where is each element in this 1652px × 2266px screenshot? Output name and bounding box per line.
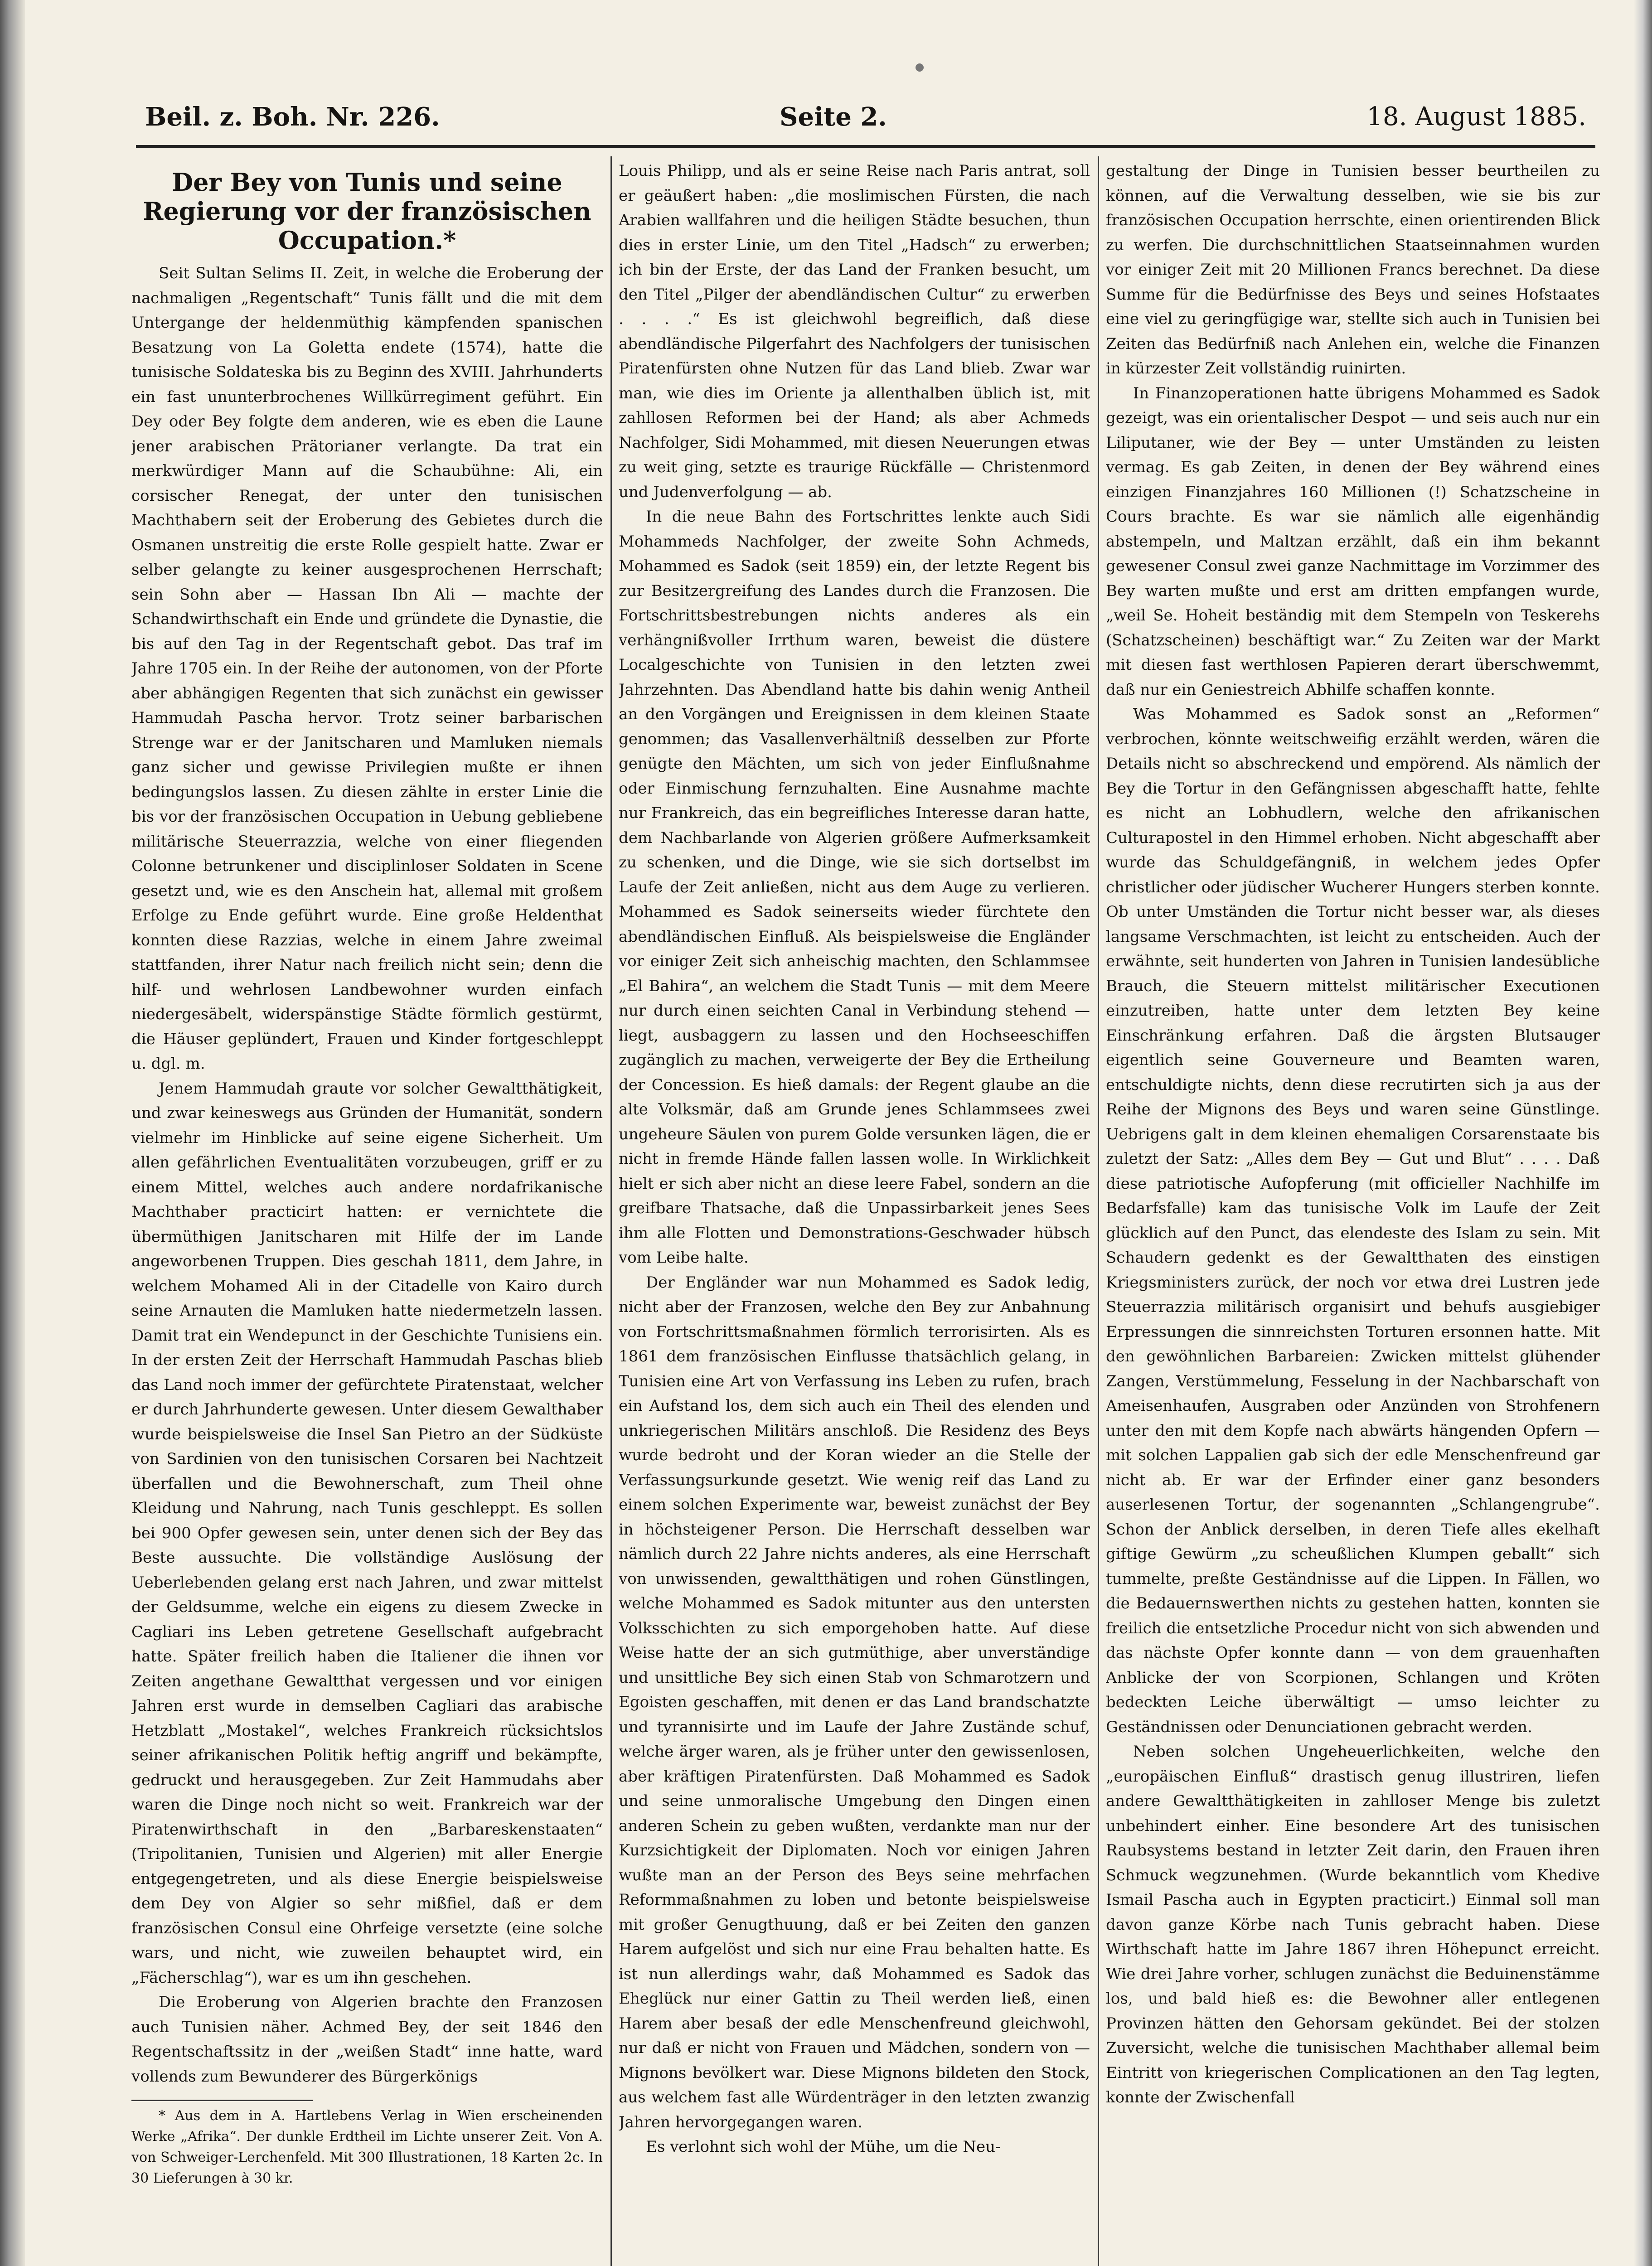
paragraph: Seit Sultan Selims II. Zeit, in welche die Eroberung der nachmaligen „Regentschaft“ Tunis fällt und die mit dem Untergange der heldenmüthig kämpfenden spanischen Besatzung von La Goletta endete (1574), hatte die tunisische Soldateska bis zu Beginn des XVIII. Jahrhunderts ein fast ununterbrochenes Willkürregiment geführt. Ein Dey oder Bey folgte dem anderen, wie es eben die Laune jener arabischen Prätorianer verlangte. Da trat ein merkwürdiger Mann auf die Schaubühne: Ali, ein corsischer Renegat, der unter den tunisischen Machthabern seit der Eroberung des Gebietes durch die Osmanen unstreitig die erste Rolle gespielt hatte. Zwar er selber gelangte zu keiner ausgesprochenen Herrschaft; sein Sohn aber — Hassan Ibn Ali — machte der Schandwirthschaft ein Ende und gründete die Dynastie, die bis auf den Tag in der Regentschaft gebot. Das traf im Jahre 1705 ein. In der Reihe der autonomen, von der Pforte aber abhängigen Regenten that sich zunächst ein gewisser Hammudah Pascha hervor. Trotz seiner barbarischen Strenge war er der Janitscharen und Mamluken niemals ganz sicher und gewisse Privilegien mußte er ihnen bedingungslos lassen. Zu diesen zählte in erster Linie die bis vor der französischen Occupation in Uebung gebliebene militärische Steuerrazzia, welche von einer fliegenden Colonne betrunkener und disciplinloser Soldaten in Scene gesetzt und, wie es den Anschein hat, allemal mit großem Erfolge zu Ende geführt wurde. Eine große Heldenthat konnten diese Razzias, welche in einem Jahre zweimal stattfanden, ihrer Natur nach freilich nicht sein; denn die hilf- und wehrlosen Landbewohner wurden einfach niedergesäbelt, widerspänstige Städte förmlich gestürmt, die Häuser geplündert, Frauen und Kinder fortgeschleppt u. dgl. m. xyxy=(131,264,603,1073)
header-page-number: Seite 2. xyxy=(780,102,887,132)
column-1 xyxy=(131,159,603,2266)
scan-edge-left xyxy=(0,0,25,2266)
paragraph: gestaltung der Dinge in Tunisien besser beurtheilen zu können, auf die Verwaltung desselben, wie sie bis zur französischen Occupation herrschte, einen orientirenden Blick zu werfen. Die durchschnittlichen Staatseinnahmen wurden vor einiger Zeit mit 20 Millionen Francs berechnet. Da diese Summe für die Bedürfnisse des Beys und seines Hofstaates eine viel zu geringfügige war, stellte sich auch in Tunisien bei Zeiten das Bedürfniß nach Anlehen ein, welche die Finanzen in kürzester Zeit vollständig ruinirten. xyxy=(1106,162,1600,378)
paragraph: Jenem Hammudah graute vor solcher Gewaltthätigkeit, und zwar keineswegs aus Gründen der Humanität, sondern vielmehr im Hinblicke auf seine eigene Sicherheit. Um allen gefährlichen Eventualitäten vorzubeugen, griff er zu einem Mittel, welches auch andere nordafrikanische Machthaber practicirt hatten: er vernichtete die übermüthigen Janitscharen mit Hilfe der im Lande angeworbenen Truppen. Dies geschah 1811, dem Jahre, in welchem Mohamed Ali in der Citadelle von Kairo durch seine Arnauten die Mamluken hatte niedermetzeln lassen. Damit trat ein Wendepunct in der Geschichte Tunisiens ein. In der ersten Zeit der Herrschaft Hammudah Paschas blieb das Land noch immer der gefürchtete Piratenstaat, welcher er durch Jahrhunderte gewesen. Unter diesem Gewalthaber wurde beispielsweise die Insel San Pietro an der Südküste von Sardinien von den tunisischen Corsaren bei Nachtzeit überfallen und die Bewohnerschaft, zum Theil ohne Kleidung und Nahrung, nach Tunis geschleppt. Es sollen bei 900 Opfer gewesen sein, unter denen sich der Bey das Beste aussuchte. Die vollständige Auslösung der Ueberlebenden gelang erst nach Jahren, und zwar mittelst der Geldsumme, welche ein eigens zu diesem Zwecke in Cagliari ins Leben getretene Gesellschaft aufgebracht hatte. Später freilich haben die Italiener die ihnen vor Zeiten angethane Gewaltthat vergessen und vor einigen Jahren erst wurde in demselben Cagliari das arabische Hetzblatt „Mostakel“, welches Frankreich rücksichtslos seiner afrikanischen Politik heftig angriff und bekämpfte, gedruckt und herausgegeben. Zur Zeit Hammudahs aber waren die Dinge noch nicht so weit. Frankreich war der Piratenwirthschaft in den „Barbareskenstaaten“ (Tripolitanien, Tunisien und Algerien) mit aller Energie entgegengetreten, und als diese Energie beispielsweise dem Dey von Algier so sehr mißfiel, daß er dem französischen Consul eine Ohrfeige versetzte (eine solche wars, und nicht, wie zuweilen behauptet wird, ein „Fächerschlag“), war es um ihn geschehen. xyxy=(131,1079,603,1987)
article-title: Der Bey von Tunis und seine Regierung vor der französischen Occupation.* xyxy=(143,168,591,255)
header-rule xyxy=(136,145,1595,148)
paragraph: Der Engländer war nun Mohammed es Sadok ledig, nicht aber der Franzosen, welche den Bey zur Anbahnung von Fortschrittsmaßnahmen förmlich terrorisirten. Als es 1861 dem französischen Einflusse thatsächlich gelang, in Tunisien eine Art von Verfassung ins Leben zu rufen, brach ein Aufstand los, dem sich auch ein Theil des elenden und unkriegerischen Militärs anschloß. Die Residenz des Beys wurde bedroht und der Koran wieder an die Stelle der Verfassungsurkunde gesetzt. Wie wenig reif das Land zu einem solchen Experimente war, beweist zunächst der Bey in höchsteigener Person. Die Herrschaft desselben war nämlich durch 22 Jahre nichts anderes, als eine Herrschaft von unwissenden, gewaltthätigen und rohen Günstlingen, welche Mohammed es Sadok mitunter aus den untersten Volksschichten zu sich emporgehoben hatte. Auf diese Weise hatte der an sich gutmüthige, aber unverständige und unsittliche Bey sich einen Stab von Schmarotzern und Egoisten geschaffen, mit denen er das Land brandschatzte und tyrannisirte und im Laufe der Jahre Zustände schuf, welche ärger waren, als je früher unter den gewissenlosen, aber kräftigen Piratenfürsten. Daß Mohammed es Sadok und seine unmoralische Umgebung den Dingen einen anderen Schein zu geben wußten, verdankte man nur der Kurzsichtigkeit der Diplomaten. Noch vor einigen Jahren wußte man an der Person des Beys seine mehrfachen Reformmaßnahmen zu loben und betonte beispielsweise mit großer Genugthuung, daß er bei Zeiten den ganzen Harem aufgelöst und sich nur eine Frau behalten hatte. Es ist nun allerdings wahr, daß Mohammed es Sadok das Eheglück nur einer Gattin zu Theil werden ließ, einen Harem aber besaß der edle Menschenfreund gleichwohl, nur daß er nicht von Frauen und Mädchen, sondern von — Mignons bevölkert war. Diese Mignons bildeten den Stock, aus welchem fast alle Würdenträger in den letzten zwanzig Jahren hervorgegangen waren. xyxy=(619,1273,1090,2131)
page-header xyxy=(145,102,1586,138)
footnote-rule xyxy=(131,2100,313,2101)
scan-edge-right xyxy=(1634,0,1652,2266)
paragraph: Neben solchen Ungeheuerlichkeiten, welche den „europäischen Einfluß“ drastisch genug illustriren, liefen andere Gewaltthätigkeiten in zahlloser Menge bis zuletzt unbehindert einher. Eine besondere Art des tunisischen Raubsystems bestand in letzter Zeit darin, den Frauen ihren Schmuck wegzunehmen. (Wurde bekanntlich vom Khedive Ismail Pascha auch in Egypten practicirt.) Einmal soll man davon ganze Körbe nach Tunis gebracht haben. Diese Wirthschaft hatte im Jahre 1867 ihren Höhepunct erreicht. Wie drei Jahre vorher, schlugen zunächst die Beduinenstämme los, und bald hieß es: die Bewohner aller entlegenen Provinzen hätten den Gehorsam gekündet. Bei der stolzen Zuversicht, welche die tunisischen Machthaber allemal beim Eintritt von kriegerischen Complicationen an den Tag legten, konnte der Zwischenfall xyxy=(1106,1743,1600,2106)
footnote: * Aus dem in A. Hartlebens Verlag in Wien erscheinenden Werke „Afrika“. Der dunkle Erdtheil im Lichte unserer Zeit. Von A. von Schweiger-Lerchenfeld. Mit 300 Illustrationen, 18 Karten 2c. In 30 Lieferungen à 30 kr. xyxy=(131,2108,603,2186)
ink-dot xyxy=(916,63,924,72)
paragraph: Es verlohnt sich wohl der Mühe, um die Neu- xyxy=(646,2138,1001,2156)
paragraph: In Finanzoperationen hatte übrigens Mohammed es Sadok gezeigt, was ein orientalischer Despot — und seis auch nur ein Liliputaner, wie der Bey — unter Umständen zu leisten vermag. Es gab Zeiten, in denen der Bey während eines einzigen Finanzjahres 160 Millionen (!) Schatzscheine in Cours brachte. Es war sie nämlich alle eigenhändig abstempeln, und Maltzan erzählt, daß ein ihm bekannt gewesener Consul zwei ganze Nachmittage im Vorzimmer des Bey warten mußte und erst am dritten empfangen wurde, „weil Se. Hoheit beständig mit dem Stempeln von Teskerehs (Schatzscheinen) beschäftigt war.“ Zu Zeiten war der Markt mit diesen fast werthlosen Papieren derart überschwemmt, daß nur ein Geniestreich Abhilfe schaffen konnte. xyxy=(1106,384,1600,699)
paragraph: Die Eroberung von Algerien brachte den Franzosen auch Tunisien näher. Achmed Bey, der seit 1846 den Regentschaftssitz in der „weißen Stadt“ inne hatte, ward vollends zum Bewunderer des Bürgerkönigs xyxy=(131,1993,603,2086)
header-date: 18. August 1885. xyxy=(1366,102,1586,131)
column-2 xyxy=(619,159,1090,2266)
paragraph: Was Mohammed es Sadok sonst an „Reformen“ verbrochen, könnte weitschweifig erzählt werden, wären die Details nicht so abschreckend und empörend. Als nämlich der Bey die Tortur in den Gefängnissen abgeschafft hatte, fehlte es nicht an Lobhudlern, welche den afrikanischen Culturapostel in den Himmel erhoben. Nicht abgeschafft aber wurde das Schuldgefängniß, in welchem jedes Opfer christlicher oder jüdischer Wucherer Hungers sterben konnte. Ob unter Umständen die Tortur nicht besser war, als dieses langsame Verschmachten, ist leicht zu entscheiden. Auch der erwähnte, seit hunderten von Jahren in Tunisien landesübliche Brauch, die Steuern mittelst militärischer Executionen einzutreiben, hatte unter dem letzten Bey keine Einschränkung erfahren. Daß die ärgsten Blutsauger eigentlich seine Gouverneure und Beamten waren, entschuldigte nichts, denn diese recrutirten sich ja aus der Reihe der Mignons des Beys und waren seine Günstlinge. Uebrigens galt in dem kleinen ehemaligen Corsarenstaate bis zuletzt der Satz: „Alles dem Bey — Gut und Blut“ . . . . Daß diese patriotische Aufopferung (mit officieller Nachhilfe im Bedarfsfalle) kam das tunisische Volk im Laufe der Zeit glücklich auf den Punct, das elendeste des Islam zu sein. Mit Schaudern gedenkt es der Gewaltthaten des einstigen Kriegsministers zurück, der noch vor etwa drei Lustren jede Steuerrazzia militärisch organisirt und behufs ausgiebiger Erpressungen die sinnreichsten Torturen ersonnen hatte. Mit den gewöhnlichen Barbareien: Zwicken mittelst glühender Zangen, Verstümmelung, Fesselung in der Nachbarschaft von Ameisenhaufen, Ausgraben oder Anzünden von Strohfenern unter den mit dem Kopfe nach abwärts hängenden Opfern — mit solchen Lappalien gab sich der edle Menschenfreund gar nicht ab. Er war der Erfinder einer ganz besonders auserlesenen Tortur, der sogenannten „Schlangengrube“. Schon der Anblick derselben, in deren Tiefe alles ekelhaft giftige Gewürm „zu scheußlichen Klumpen geballt“ sich tummelte, preßte Geständnisse auf die Lippen. In Fällen, wo die Bedauernswerthen nichts zu gestehen hatten, konnten sie freilich die entsetzliche Procedur nicht von sich abwenden und das nächste Opfer konnte dann — von dem grauenhaften Anblicke der von Scorpionen, Schlangen und Kröten bedeckten Leiche überwältigt — umso leichter zu Geständnissen oder Denunciationen gebracht werden. xyxy=(1106,705,1600,1736)
column-3 xyxy=(1106,159,1600,2266)
column-divider xyxy=(1098,156,1099,2266)
paragraph: Louis Philipp, und als er seine Reise nach Paris antrat, soll er geäußert haben: „die moslimischen Fürsten, die nach Arabien wallfahren und die heiligen Städte besuchen, thun dies in erster Linie, um den Titel „Hadsch“ zu erwerben; ich bin der Erste, der das Land der Franken besucht, um den Titel „Pilger der abendländischen Cultur“ zu erwerben . . . .“ Es ist gleichwohl begreiflich, daß diese abendländische Pilgerfahrt des Nachfolgers der tunisischen Piratenfürsten ohne Nutzen für das Land blieb. Zwar war man, wie dies im Oriente ja allenthalben üblich ist, mit zahllosen Reformen bei der Hand; als aber Achmeds Nachfolger, Sidi Mohammed, mit diesen Neuerungen etwas zu weit ging, setzte es traurige Rückfälle — Christenmord und Judenverfolgung — ab. xyxy=(619,162,1090,501)
column-divider xyxy=(610,156,612,2266)
paragraph: In die neue Bahn des Fortschrittes lenkte auch Sidi Mohammeds Nachfolger, der zweite Sohn Achmeds, Mohammed es Sadok (seit 1859) ein, der letzte Regent bis zur Besitzergreifung des Landes durch die Franzosen. Die Fortschrittsbestrebungen nichts anderes als ein verhängnißvoller Irrthum waren, beweist die düstere Localgeschichte von Tunisien in den letzten zwei Jahrzehnten. Das Abendland hatte bis dahin wenig Antheil an den Vorgängen und Ereignissen in dem kleinen Staate genommen; das Vasallenverhältniß desselben zur Pforte genügte den Mächten, um sich von jeder Einflußnahme oder Einmischung fernzuhalten. Eine Ausnahme machte nur Frankreich, das ein begreifliches Interesse daran hatte, dem Nachbarlande von Algerien größere Aufmerksamkeit zu schenken, und die Dinge, wie sie sich dortselbst im Laufe der Zeit anließen, nicht aus dem Auge zu verlieren. Mohammed es Sadok seinerseits wieder fürchtete den abendländischen Einfluß. Als beispielsweise die Engländer vor einiger Zeit sich anheischig machten, den Schlammsee „El Bahira“, an welchem die Stadt Tunis — mit dem Meere nur durch einen seichten Canal in Verbindung stehend — liegt, ausbaggern zu lassen und den Hochseeschiffen zugänglich zu machen, verweigerte der Bey die Ertheilung der Concession. Es hieß damals: der Regent glaube an die alte Volksmär, daß am Grunde jenes Schlammsees zwei ungeheure Säulen von purem Golde versunken lägen, die er nicht in fremde Hände fallen lassen wolle. In Wirklichkeit hielt er sich aber nicht an diese leere Fabel, sondern an die greifbare Thatsache, daß die Unpassirbarkeit jenes Sees ihm alle Flotten und Demonstrations-Geschwader hübsch vom Leibe halte. xyxy=(619,508,1090,1267)
header-issue: Beil. z. Boh. Nr. 226. xyxy=(145,102,440,132)
